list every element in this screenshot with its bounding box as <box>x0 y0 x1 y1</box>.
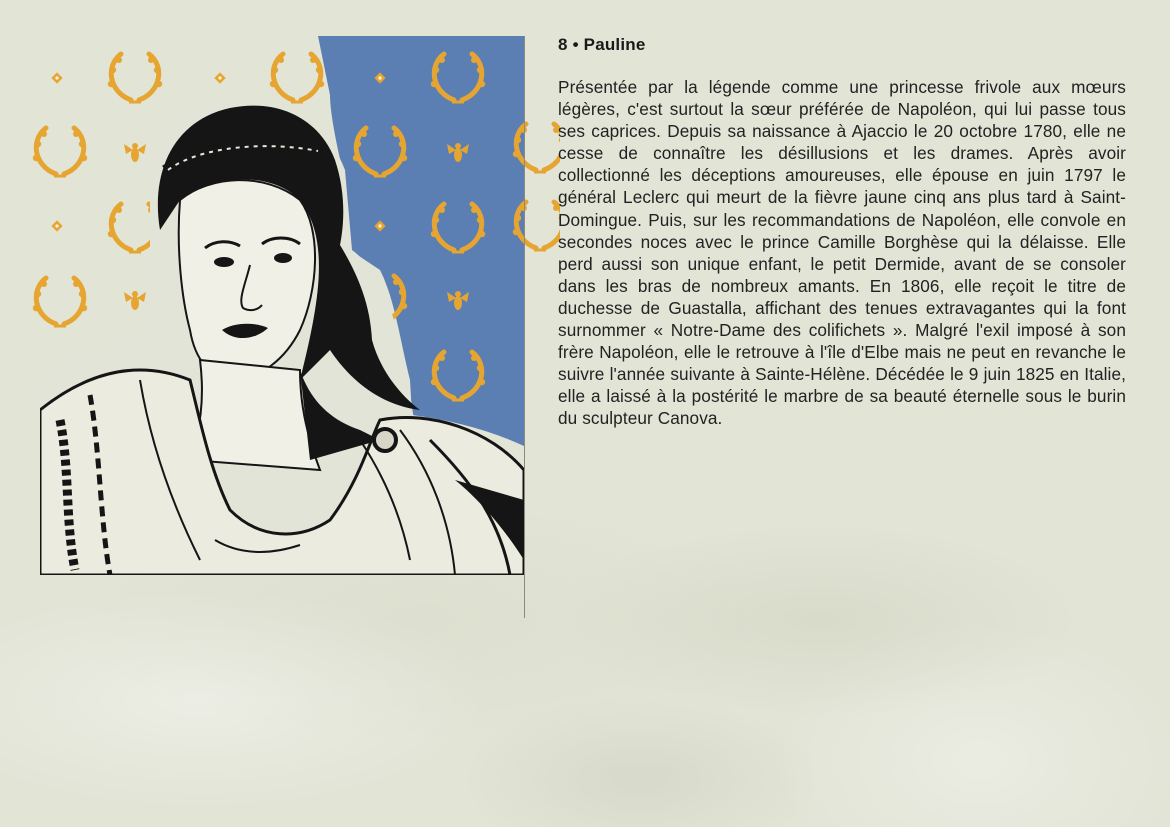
brooch <box>374 429 396 451</box>
portrait-illustration <box>0 0 560 640</box>
text-column <box>558 34 1126 430</box>
column-divider <box>524 36 525 618</box>
article-title: 8 • Pauline <box>558 35 646 54</box>
article-body: Présentée par la légende comme une princesse frivole aux mœurs légères, c'est surtout la sœur préférée de Napoléon, qui lui passe tous ses caprices. Depuis sa naissance à Ajaccio le 20 octobre 1780, elle ne cesse de connaître les désillusions et les drames. Après avoir collectionné les déceptions amoureuses, elle épouse en juin 1797 le général Leclerc qui meurt de la fièvre jaune cinq ans plus tard à Saint-Domingue. Puis, sur les recommandations de Napoléon, elle convole en secondes noces avec le prince Camille Borghèse qui la délaisse. Elle perd aussi son unique enfant, le petit Dermide, avant de se consoler dans les bras de nombreux amants. En 1806, elle reçoit le titre de duchesse de Guastalla, affichant des tenues extravagantes qui la font surnommer « Notre-Dame des colifichets ». Malgré l'exil imposé à son frère Napoléon, elle le retrouve à l'île d'Elbe mais ne peut en revanche le suivre l'année suivante à Sainte-Hélène. Décédée le 9 juin 1825 en Italie, elle a laissé à la postérité le marbre de sa beauté éternelle sous le burin du sculpteur Canova. <box>558 77 1126 429</box>
